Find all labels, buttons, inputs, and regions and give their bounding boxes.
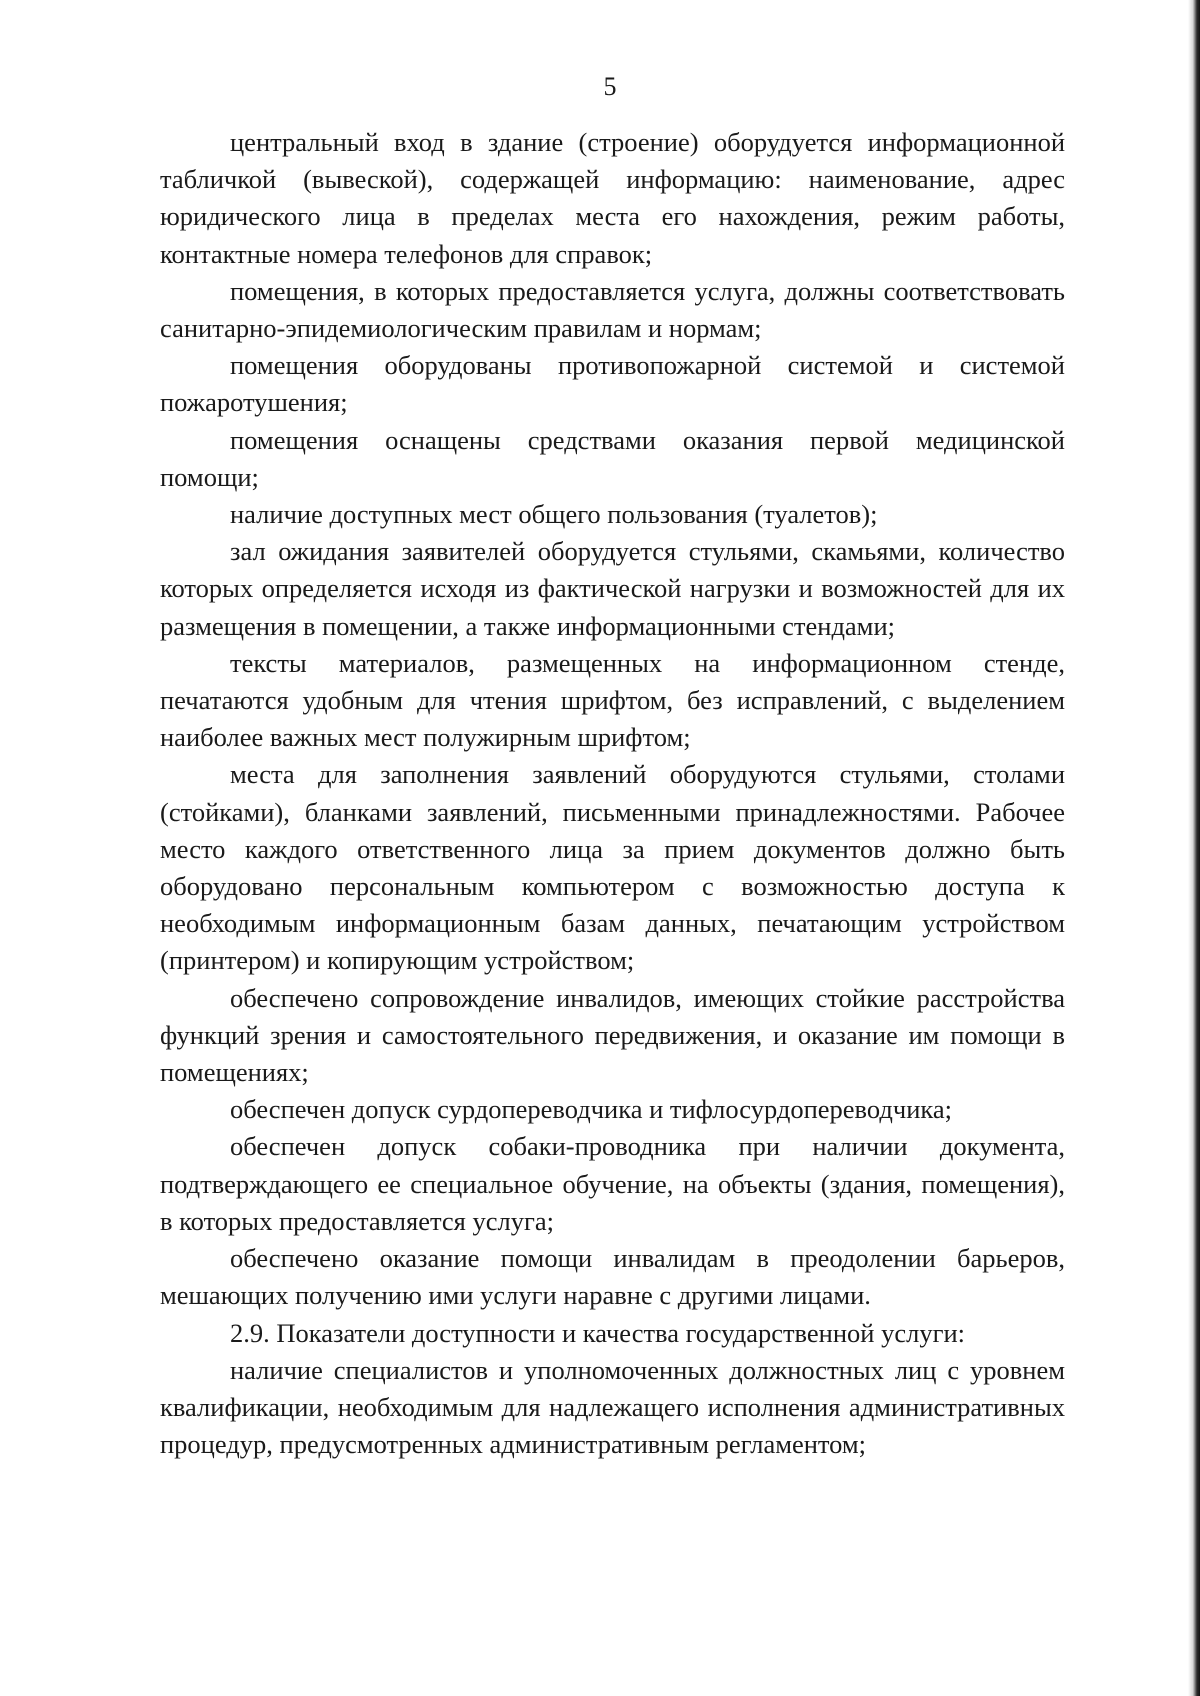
paragraph-first-aid: помещения оснащены средствами оказания первой медицинской помощи;	[160, 424, 1065, 492]
paragraph-fire-system: помещения оборудованы противопожарной системой и системой пожаротушения;	[160, 350, 1065, 418]
paragraph-application-places: места для заполнения заявлений оборудуются стульями, столами (стойками), бланками заявлений, письменными принадлежностями. Рабочее место каждого ответственного лица за прием документов должно быть оборудовано персональным компьютером с возможностью доступа к необходимым информационным базам данных, печатающим устройством (принтером) и копирующим устройством;	[160, 759, 1065, 976]
paragraph-barrier-assistance: обеспечено оказание помощи инвалидам в преодолении барьеров, мешающих получению ими услуги наравне с другими лицами.	[160, 1243, 1065, 1311]
paragraph-sign-interpreter: обеспечен допуск сурдопереводчика и тифлосурдопереводчика;	[230, 1094, 952, 1125]
paragraph-guide-dog: обеспечен допуск собаки-проводника при наличии документа, подтверждающего ее специальное обучение, на объекты (здания, помещения), в которых предоставляется услуга;	[160, 1131, 1065, 1236]
paragraph-section-2-9: 2.9. Показатели доступности и качества государственной услуги:	[230, 1317, 965, 1348]
paragraph-sanitary-rules: помещения, в которых предоставляется услуга, должны соответствовать санитарно-эпидемиологическим правилам и нормам;	[160, 275, 1065, 344]
document-body	[160, 124, 1065, 1463]
paragraph-stand-texts: тексты материалов, размещенных на информационном стенде, печатаются удобным для чтения шрифтом, без исправлений, с выделением наиболее важных мест полужирным шрифтом;	[160, 647, 1065, 753]
paragraph-waiting-hall: зал ожидания заявителей оборудуется стульями, скамьями, количество которых определяется исходя из фактической нагрузки и возможностей для их размещения в помещении, а также информационными стендами;	[160, 536, 1065, 641]
page-number: 5	[603, 72, 617, 101]
paragraph-qualified-specialists: наличие специалистов и уполномоченных должностных лиц с уровнем квалификации, необходимым для надлежащего исполнения административных процедур, предусмотренных административным регламентом;	[160, 1354, 1065, 1460]
paragraph-disabled-escort: обеспечено сопровождение инвалидов, имеющих стойкие расстройства функций зрения и самостоятельного передвижения, и оказание им помощи в помещениях;	[160, 982, 1065, 1088]
paragraph-restrooms: наличие доступных мест общего пользования (туалетов);	[230, 499, 878, 530]
paragraph-entrance-sign: центральный вход в здание (строение) оборудуется информационной табличкой (вывеской), содержащей информацию: наименование, адрес юридического лица в пределах места его нахождения, режим работы, контактные номера телефонов для справок;	[160, 127, 1065, 269]
scan-edge-shadow	[1188, 0, 1200, 1696]
